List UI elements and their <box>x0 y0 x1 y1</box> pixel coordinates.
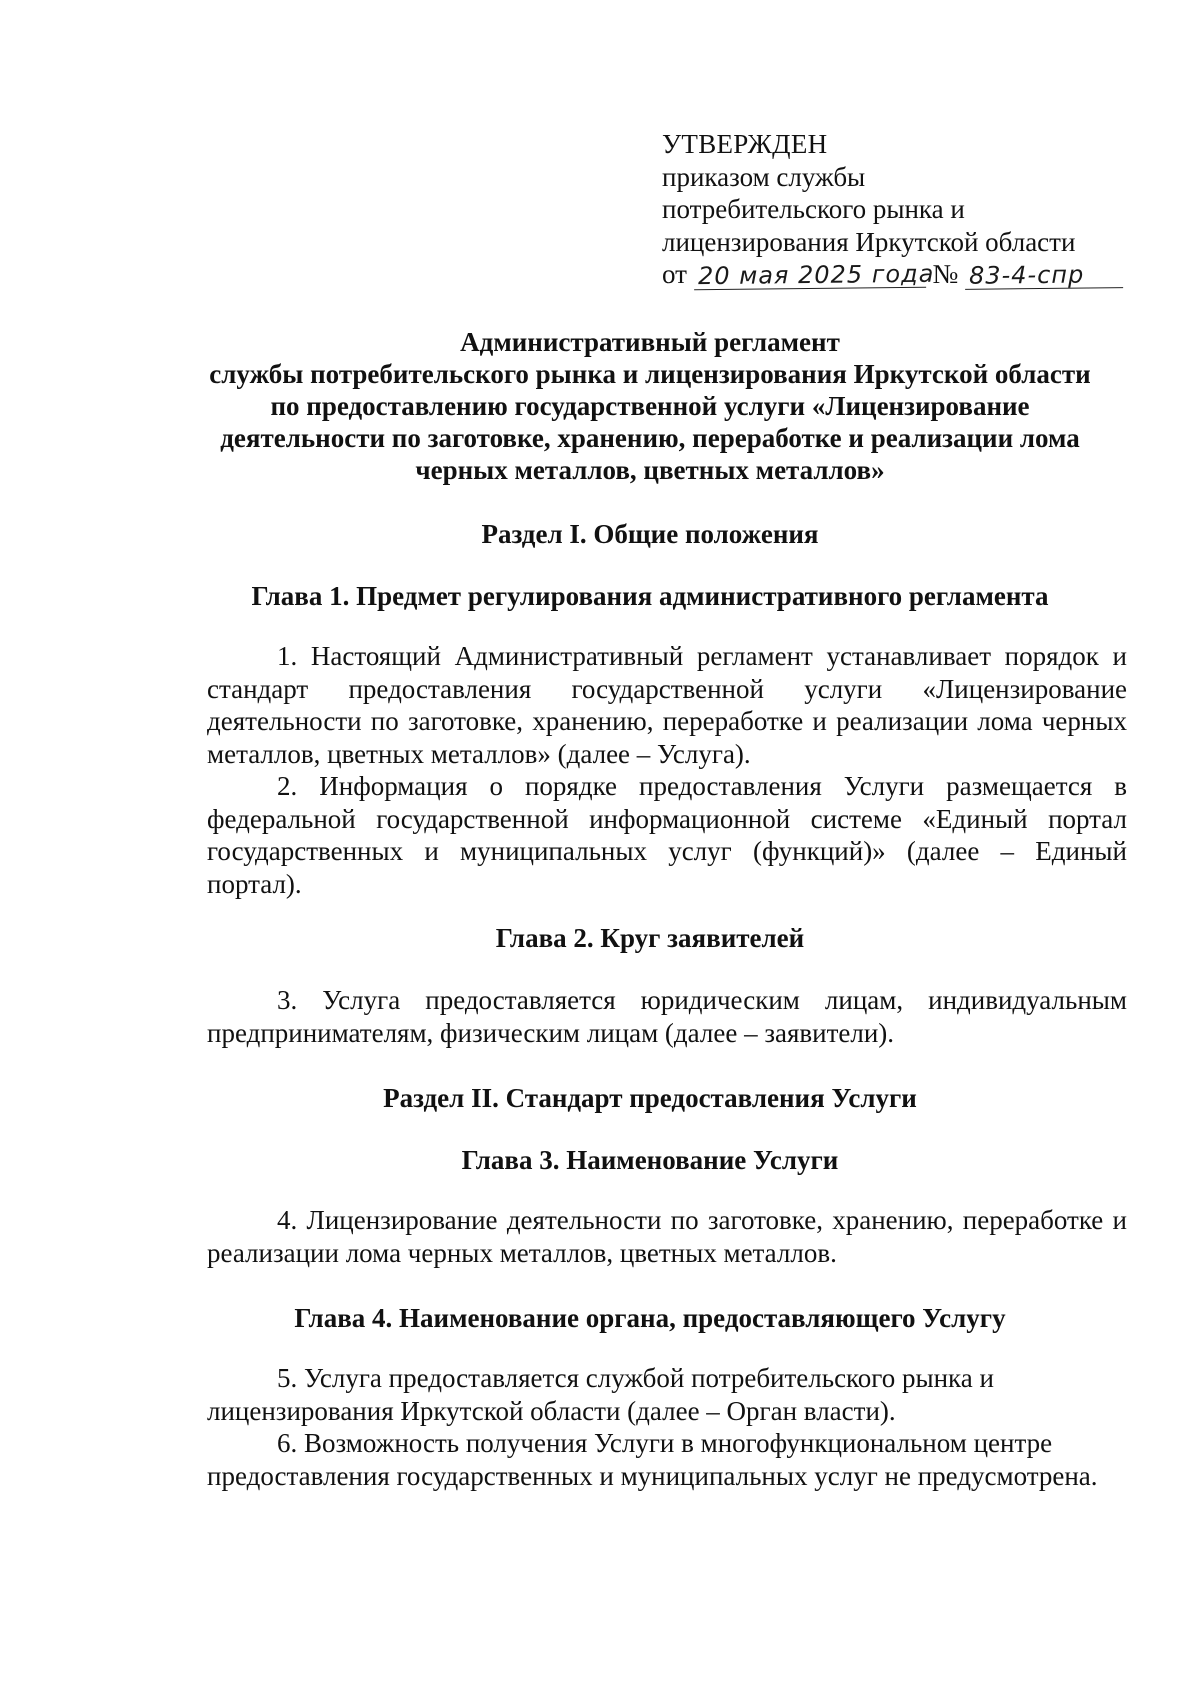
approval-date-line <box>662 258 1122 291</box>
chapter-heading-4: Глава 4. Наименование органа, предоставляющего Услугу <box>294 1303 1006 1333</box>
approval-stamp <box>662 128 1122 291</box>
title-line: по предоставлению государственной услуги «Лицензирование <box>270 391 1030 421</box>
number-sign: № <box>932 259 959 289</box>
date-prefix: от <box>662 259 687 289</box>
approval-line: потребительского рынка и <box>662 194 965 224</box>
chapter-heading-2: Глава 2. Круг заявителей <box>495 923 805 953</box>
paragraph-5: 5. Услуга предоставляется службой потребительского рынка и лицензирования Иркутской области (далее – Орган власти). <box>207 1363 994 1426</box>
title-line: службы потребительского рынка и лицензирования Иркутской области <box>209 359 1091 389</box>
paragraph-1: 1. Настоящий Административный регламент устанавливает порядок и стандарт предоставления государственной услуги «Лицензирование деятельности по заготовке, хранению, переработке и реализации лома черных металлов, цветных металлов» (далее – Услуга). <box>207 641 1127 769</box>
paragraph-2: 2. Информация о порядке предоставления Услуги размещается в федеральной государственной информационной системе «Единый портал государственных и муниципальных услуг (функций)» (далее – Единый портал). <box>207 771 1127 899</box>
approval-title: УТВЕРЖДЕН <box>662 129 828 159</box>
title-line: черных металлов, цветных металлов» <box>415 455 885 485</box>
paragraph-6: 6. Возможность получения Услуги в многофункциональном центре предоставления государственных и муниципальных услуг не предусмотрена. <box>207 1428 1098 1491</box>
title-line: Административный регламент <box>460 327 840 357</box>
handwritten-order-number: 83-4-спр <box>965 261 1123 290</box>
chapter-heading-1: Глава 1. Предмет регулирования административного регламента <box>251 581 1049 611</box>
handwritten-date: 20 мая 2025 года <box>694 261 926 290</box>
paragraph-4: 4. Лицензирование деятельности по заготовке, хранению, переработке и реализации лома черных металлов, цветных металлов. <box>207 1205 1127 1268</box>
section-heading-2: Раздел II. Стандарт предоставления Услуги <box>383 1083 917 1113</box>
approval-line: лицензирования Иркутской области <box>662 226 1076 257</box>
chapter-heading-3: Глава 3. Наименование Услуги <box>461 1145 839 1175</box>
approval-line: приказом службы <box>662 161 866 192</box>
title-line: деятельности по заготовке, хранению, переработке и реализации лома <box>220 423 1080 453</box>
section-heading-1: Раздел I. Общие положения <box>481 519 819 549</box>
paragraph-3: 3. Услуга предоставляется юридическим лицам, индивидуальным предпринимателям, физическим лицам (далее – заявители). <box>207 985 1127 1048</box>
document-title <box>200 326 1100 486</box>
